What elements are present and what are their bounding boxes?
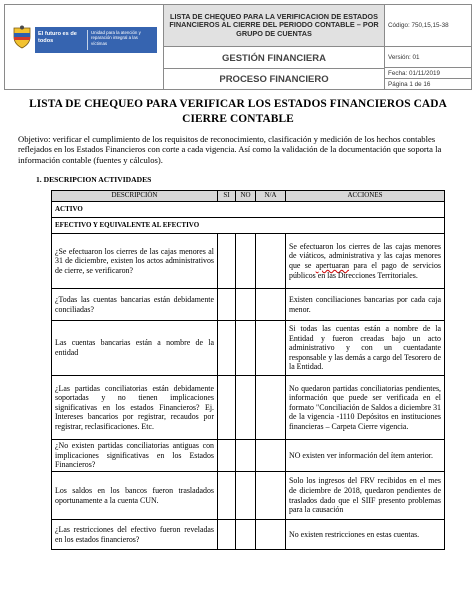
no-cell[interactable] (236, 321, 256, 376)
na-cell[interactable] (256, 234, 286, 289)
no-cell[interactable] (236, 234, 256, 289)
section-heading: 1. DESCRIPCION ACTIVIDADES (36, 175, 152, 184)
question-cell: ¿Todas las cuentas bancarias están debidamente conciliadas? (52, 289, 218, 321)
action-cell (286, 234, 445, 289)
action-cell: NO existen ver información del ítem anterior. (286, 440, 445, 472)
header-na: N/A (256, 191, 286, 202)
table-row (52, 376, 445, 440)
header-no: NO (236, 191, 256, 202)
section-row-activo (52, 202, 445, 218)
action-cell: No quedaron partidas conciliatorias pendientes, información que puede ser verificada en el formato "Conciliación de Saldos a diciembre 31 de la vigencia -1110 Depósitos en instituciones financieras – Carpeta Cierre vigencia. (286, 376, 445, 440)
action-cell: Existen conciliaciones bancarias por cada caja menor. (286, 289, 445, 321)
table-row (52, 472, 445, 520)
section-row-efectivo (52, 218, 445, 234)
si-cell[interactable] (218, 520, 236, 550)
table-row (52, 520, 445, 550)
question-cell: ¿Las restricciones del efectivo fueron reveladas en los estados financieros? (52, 520, 218, 550)
table-row (52, 289, 445, 321)
no-cell[interactable] (236, 472, 256, 520)
table-row (52, 321, 445, 376)
area-name: GESTIÓN FINANCIERA (164, 48, 384, 69)
table-row (52, 440, 445, 472)
action-cell: Solo los ingresos del FRV recibidos en el mes de diciembre de 2018, quedaron pendientes de traslados dado que el SIIF presento problemas para la causación (286, 472, 445, 520)
objective-paragraph: Objetivo: verificar el cumplimiento de los requisitos de reconocimiento, clasificación y medición de los hechos contables reflejados en los Estados Financieros con corte a cada vigencia. Así como la validación de la documentación que soporta la información contable (fuentes y cálculos). (18, 134, 442, 165)
coat-of-arms-icon (11, 25, 33, 49)
table-row (52, 234, 445, 289)
checklist-table (51, 190, 445, 550)
no-cell[interactable] (236, 376, 256, 440)
action-cell: No existen restricciones en estas cuentas. (286, 520, 445, 550)
process-name: PROCESO FINANCIERO (219, 73, 329, 85)
document-title: LISTA DE CHEQUEO PARA LA VERIFICACION DE ESTADOS FINANCIEROS AL CIERRE DEL PERIODO CONTABLE – POR GRUPO DE CUENTAS (164, 5, 384, 47)
question-cell: ¿Las partidas conciliatorias están debidamente soportadas y no tienen implicaciones significativas en los estados Financieros? Ej. Intereses bancarios por registrar, recaudos por registrar, reclasificaciones. Etc. (52, 376, 218, 440)
title-cell (164, 5, 385, 89)
question-cell: Los saldos en los bancos fueron trasladados oportunamente a la cuenta CUN. (52, 472, 218, 520)
document-code: Código: 750,15,15-38 (385, 5, 471, 47)
na-cell[interactable] (256, 520, 286, 550)
header-description: DESCRIPCIÓN (52, 191, 218, 202)
logo-main-text: El futuro es de todos (38, 31, 77, 44)
action-cell: Si todas las cuentas están a nombre de la Entidad y fueron creadas bajo un acto administrativo y con un cuentadante responsable y las demás a cargo del Tesorero de la Entidad. (286, 321, 445, 376)
si-cell[interactable] (218, 234, 236, 289)
page-title: LISTA DE CHEQUEO PARA VERIFICAR LOS ESTADOS FINANCIEROS CADA CIERRE CONTABLE (29, 98, 447, 125)
na-cell[interactable] (256, 472, 286, 520)
action-text: Se efectuaron los cierres de las cajas menores de viáticos, administrativa y las cajas menores que se (289, 241, 441, 270)
action-text-end: para el pago de servicios públicos en las Direcciones Territoriales. (289, 261, 441, 280)
no-cell[interactable] (236, 440, 256, 472)
no-cell[interactable] (236, 289, 256, 321)
si-cell[interactable] (218, 440, 236, 472)
document-header (4, 4, 472, 90)
question-cell: ¿Se efectuaron los cierres de las cajas menores al 31 de diciembre, existen los actos administrativos de cierre, se verificaron? (52, 234, 218, 289)
si-cell[interactable] (218, 321, 236, 376)
header-si: SI (218, 191, 236, 202)
na-cell[interactable] (256, 376, 286, 440)
question-cell: ¿No existen partidas conciliatorias antiguas con implicaciones significativas en los Estados Financieros? (52, 440, 218, 472)
na-cell[interactable] (256, 289, 286, 321)
si-cell[interactable] (218, 376, 236, 440)
section-label: ACTIVO (52, 202, 445, 218)
logo-cell (5, 5, 164, 89)
logo-divider (87, 30, 88, 50)
document-date: Fecha: 01/11/2019 (385, 69, 471, 79)
document-version: Versión: 01 (385, 48, 471, 68)
si-cell[interactable] (218, 289, 236, 321)
na-cell[interactable] (256, 440, 286, 472)
na-cell[interactable] (256, 321, 286, 376)
logo-sub-text: Unidad para la atención y reparación integral a las víctimas (91, 30, 141, 46)
page-number: Página 1 de 16 (388, 81, 431, 88)
section-label: EFECTIVO Y EQUIVALENTE AL EFECTIVO (52, 218, 445, 234)
meta-cell (385, 5, 471, 89)
no-cell[interactable] (236, 520, 256, 550)
misspelled-word: apertuaran (315, 261, 350, 270)
government-logo (35, 27, 157, 53)
question-cell: Las cuentas bancarias están a nombre de la entidad (52, 321, 218, 376)
si-cell[interactable] (218, 472, 236, 520)
header-actions: ACCIONES (286, 191, 445, 202)
table-header-row (52, 191, 445, 202)
